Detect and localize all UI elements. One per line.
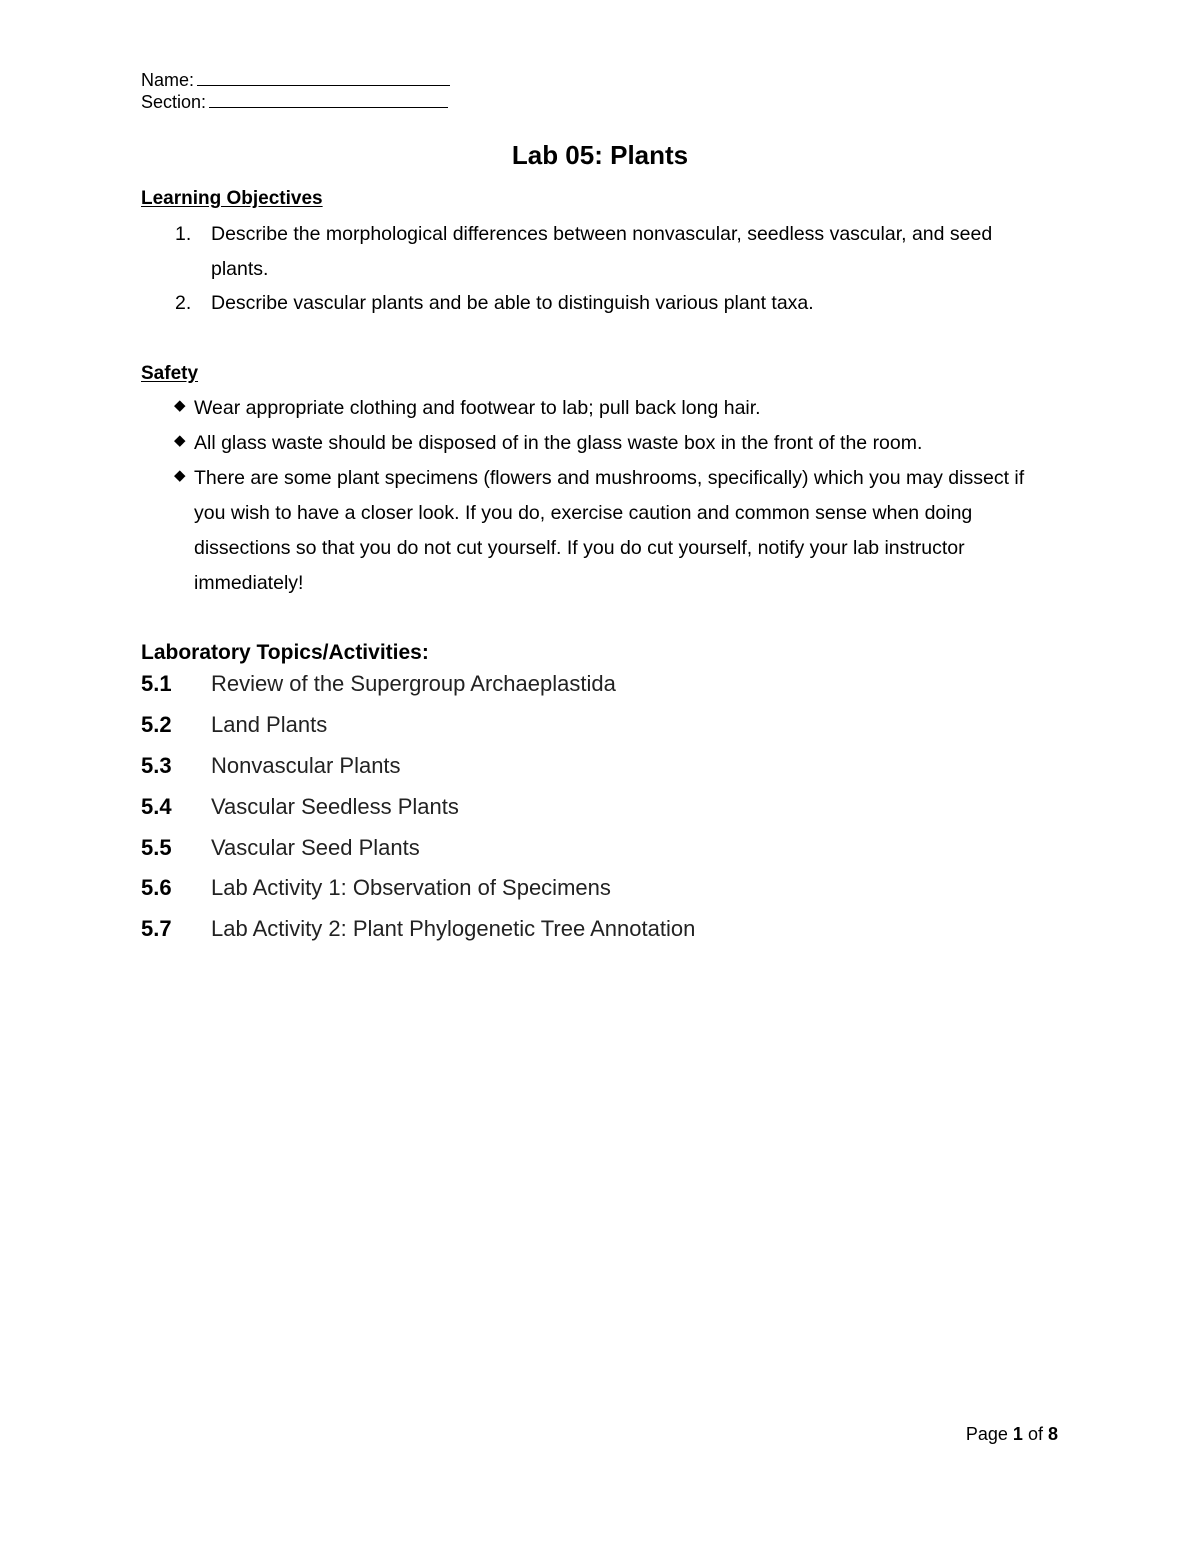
- bullet-icon: ◆: [174, 467, 186, 484]
- total-pages-number: 8: [1047, 1424, 1058, 1444]
- page-word: Page: [965, 1424, 1008, 1444]
- topic-label: Lab Activity 2: Plant Phylogenetic Tree Annotation: [211, 916, 696, 941]
- bullet-icon: ◆: [174, 397, 186, 414]
- objective-text: Describe vascular plants and be able to distinguish various plant taxa.: [211, 292, 814, 314]
- objective-number: 1.: [175, 223, 192, 245]
- topic-label: Vascular Seedless Plants: [211, 794, 459, 819]
- objective-text: Describe the morphological differences between nonvascular, seedless vascular, and seed plants.: [211, 223, 993, 280]
- topic-number: 5.5: [141, 835, 172, 860]
- section-label: Section:: [141, 92, 207, 112]
- safety-heading: Safety: [141, 363, 199, 384]
- topic-number: 5.6: [141, 875, 172, 900]
- name-field: [141, 69, 450, 91]
- section-field: [141, 91, 448, 113]
- page-footer: [966, 1423, 1058, 1445]
- topic-label: Nonvascular Plants: [211, 753, 401, 778]
- section-blank-line[interactable]: [209, 91, 448, 108]
- name-label: Name:: [141, 70, 195, 90]
- topic-number: 5.4: [141, 794, 172, 819]
- safety-text: There are some plant specimens (flowers and mushrooms, specifically) which you may dissect if you wish to have a closer look. If you do, exercise caution and common sense when doing dissections so that you do not cut yourself. If you do cut yourself, notify your lab instructor immediately!: [194, 467, 1025, 594]
- objective-number: 2.: [175, 292, 192, 314]
- topic-number: 5.3: [141, 753, 172, 778]
- topic-number: 5.2: [141, 712, 172, 737]
- topic-number: 5.7: [141, 916, 172, 941]
- topic-label: Lab Activity 1: Observation of Specimens: [211, 875, 611, 900]
- name-blank-line[interactable]: [197, 69, 450, 86]
- current-page-number: 1: [1012, 1424, 1023, 1444]
- safety-text: All glass waste should be disposed of in the glass waste box in the front of the room.: [194, 432, 923, 454]
- page-title: Lab 05: Plants: [511, 140, 689, 170]
- topic-label: Vascular Seed Plants: [211, 835, 420, 860]
- topic-number: 5.1: [141, 671, 172, 696]
- topic-label: Land Plants: [211, 712, 328, 737]
- topic-label: Review of the Supergroup Archaeplastida: [211, 671, 616, 696]
- bullet-icon: ◆: [174, 432, 186, 449]
- of-word: of: [1027, 1424, 1043, 1444]
- learning-objectives-heading: Learning Objectives: [141, 188, 323, 209]
- topics-heading: Laboratory Topics/Activities:: [141, 641, 429, 664]
- safety-text: Wear appropriate clothing and footwear to lab; pull back long hair.: [194, 397, 761, 419]
